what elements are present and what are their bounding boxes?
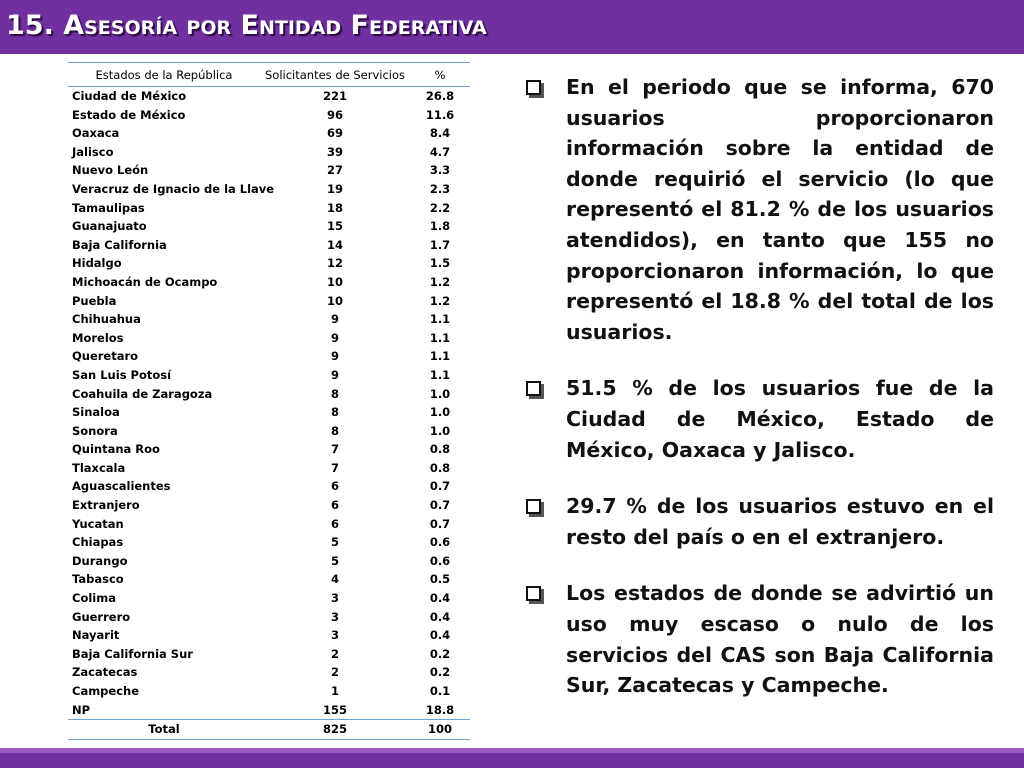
title-bar: [0, 0, 1024, 54]
table-row: [68, 626, 470, 645]
table-row: [68, 570, 470, 589]
cell-state: Morelos: [72, 330, 124, 345]
cell-applicants: 221: [322, 89, 347, 103]
bullet-item: [526, 491, 994, 552]
cell-applicants: 7: [330, 460, 339, 475]
table-row: [68, 273, 470, 292]
cell-percent: 1.1: [429, 349, 451, 364]
cell-percent: 0.6: [429, 535, 451, 550]
cell-state: NP: [72, 702, 91, 717]
cell-applicants: 69: [326, 126, 343, 141]
table-row: [68, 385, 470, 404]
cell-applicants: 9: [330, 349, 339, 364]
table-row: [68, 701, 470, 720]
total-percent: 100: [410, 720, 470, 740]
cell-state: Zacatecas: [72, 665, 138, 680]
cell-state: Yucatan: [72, 516, 124, 531]
header-applicants: Solicitantes de Servicios: [260, 63, 410, 87]
table-row: [68, 180, 470, 199]
cell-applicants: 19: [326, 181, 343, 196]
cell-applicants: 9: [330, 330, 339, 345]
cell-state: Hidalgo: [72, 256, 122, 271]
cell-percent: 0.5: [429, 572, 451, 587]
cell-state: Tabasco: [72, 572, 124, 587]
table-row: [68, 477, 470, 496]
cell-percent: 0.7: [429, 479, 451, 494]
table-row: [68, 161, 470, 180]
cell-state: Aguascalientes: [72, 479, 171, 494]
table-row: [68, 552, 470, 571]
table-row: [68, 422, 470, 441]
cell-percent: 2.3: [429, 181, 451, 196]
cell-applicants: 2: [330, 665, 339, 680]
cell-applicants: 8: [330, 423, 339, 438]
cell-percent: 26.8: [425, 89, 455, 103]
footer-bar-highlight: [0, 748, 1024, 753]
table-row: [68, 124, 470, 143]
cell-percent: 1.2: [429, 274, 451, 289]
table-row: [68, 496, 470, 515]
table-row: [68, 347, 470, 366]
bullet-item: [526, 72, 994, 347]
slide-title: 15. Asesoría por Entidad Federativa: [6, 10, 487, 41]
cell-state: Baja California Sur: [72, 646, 193, 661]
cell-percent: 1.1: [429, 312, 451, 327]
bullet-text: En el periodo que se informa, 670 usuarios proporcionaron información sobre la entidad de donde requirió el servicio (lo que representó el 81.2 % de los usuarios atendidos), en tanto que 155 no proporcionaron información, lo que representó el 18.8 % del total de los usuarios.: [566, 75, 994, 344]
states-table: [68, 62, 470, 740]
cell-state: Jalisco: [72, 144, 114, 159]
cell-state: Michoacán de Ocampo: [72, 274, 218, 289]
cell-percent: 1.7: [429, 237, 451, 252]
cell-percent: 0.7: [429, 498, 451, 513]
cell-percent: 0.4: [429, 628, 451, 643]
table-header-row: [68, 63, 470, 87]
cell-applicants: 2: [330, 646, 339, 661]
cell-percent: 0.2: [429, 665, 451, 680]
cell-percent: 3.3: [429, 163, 451, 178]
cell-state: San Luis Potosí: [72, 367, 172, 382]
cell-state: Ciudad de México: [72, 89, 187, 103]
table-row: [68, 329, 470, 348]
cell-percent: 0.4: [429, 591, 451, 606]
bullet-item: [526, 578, 994, 700]
table-row: [68, 236, 470, 255]
table-row: [68, 663, 470, 682]
cell-percent: 1.0: [429, 405, 451, 420]
cell-percent: 11.6: [425, 107, 455, 122]
cell-state: Chiapas: [72, 535, 124, 550]
cell-state: Nayarit: [72, 628, 120, 643]
cell-state: Veracruz de Ignacio de la Llave: [72, 181, 275, 196]
cell-percent: 0.8: [429, 460, 451, 475]
cell-applicants: 15: [326, 219, 343, 234]
table-row: [68, 366, 470, 385]
table-row: [68, 682, 470, 701]
cell-state: Durango: [72, 553, 128, 568]
cell-applicants: 96: [326, 107, 343, 122]
cell-state: Guanajuato: [72, 219, 147, 234]
cell-applicants: 6: [330, 516, 339, 531]
cell-state: Extranjero: [72, 498, 140, 513]
cell-applicants: 18: [326, 200, 343, 215]
header-states: Estados de la República: [68, 63, 260, 87]
bullet-item: [526, 373, 994, 465]
cell-percent: 1.0: [429, 386, 451, 401]
cell-state: Sinaloa: [72, 405, 120, 420]
table-row: [68, 310, 470, 329]
table-row: [68, 515, 470, 534]
cell-applicants: 7: [330, 442, 339, 457]
cell-applicants: 9: [330, 367, 339, 382]
cell-applicants: 5: [330, 553, 339, 568]
table-row: [68, 459, 470, 478]
cell-state: Oaxaca: [72, 126, 120, 141]
cell-applicants: 4: [330, 572, 339, 587]
cell-applicants: 155: [322, 702, 347, 717]
cell-state: Tlaxcala: [72, 460, 126, 475]
cell-state: Puebla: [72, 293, 117, 308]
bullet-text: Los estados de donde se advirtió un uso muy escaso o nulo de los servicios del CAS son Baja California Sur, Zacatecas y Campeche.: [566, 581, 994, 698]
cell-state: Tamaulipas: [72, 200, 145, 215]
table-total-row: [68, 720, 470, 740]
cell-applicants: 5: [330, 535, 339, 550]
cell-state: Sonora: [72, 423, 118, 438]
cell-state: Campeche: [72, 684, 140, 698]
cell-percent: 0.8: [429, 442, 451, 457]
table-row: [68, 533, 470, 552]
cell-state: Queretaro: [72, 349, 139, 364]
table-row: [68, 143, 470, 162]
cell-state: Colima: [72, 591, 116, 606]
cell-applicants: 14: [326, 237, 343, 252]
checkbox-bullet-icon: [526, 381, 541, 396]
cell-applicants: 8: [330, 405, 339, 420]
table-row: [68, 87, 470, 106]
cell-percent: 1.0: [429, 423, 451, 438]
total-applicants: 825: [260, 720, 410, 740]
cell-applicants: 9: [330, 312, 339, 327]
footer-bar: [0, 748, 1024, 768]
checkbox-bullet-icon: [526, 80, 541, 95]
cell-state: Estado de México: [72, 107, 186, 122]
cell-applicants: 3: [330, 628, 339, 643]
table-body: [68, 87, 470, 720]
cell-applicants: 10: [326, 293, 343, 308]
cell-state: Nuevo León: [72, 163, 149, 178]
table-row: [68, 199, 470, 218]
table-row: [68, 440, 470, 459]
cell-percent: 4.7: [429, 144, 451, 159]
cell-state: Guerrero: [72, 609, 131, 624]
cell-percent: 1.1: [429, 367, 451, 382]
cell-percent: 0.7: [429, 516, 451, 531]
cell-percent: 1.2: [429, 293, 451, 308]
cell-percent: 0.6: [429, 553, 451, 568]
cell-applicants: 3: [330, 591, 339, 606]
table-row: [68, 106, 470, 125]
cell-state: Quintana Roo: [72, 442, 160, 457]
cell-applicants: 6: [330, 498, 339, 513]
header-percent: %: [410, 63, 470, 87]
cell-applicants: 6: [330, 479, 339, 494]
cell-applicants: 10: [326, 274, 343, 289]
cell-percent: 2.2: [429, 200, 451, 215]
checkbox-bullet-icon: [526, 499, 541, 514]
cell-applicants: 8: [330, 386, 339, 401]
cell-applicants: 39: [326, 144, 343, 159]
cell-percent: 0.4: [429, 609, 451, 624]
cell-percent: 18.8: [425, 702, 455, 717]
cell-percent: 1.1: [429, 330, 451, 345]
checkbox-bullet-icon: [526, 586, 541, 601]
cell-percent: 0.1: [429, 684, 451, 698]
cell-applicants: 3: [330, 609, 339, 624]
cell-applicants: 1: [330, 684, 339, 698]
bullet-text: 51.5 % de los usuarios fue de la Ciudad de México, Estado de México, Oaxaca y Jalisco.: [566, 376, 994, 462]
cell-state: Chihuahua: [72, 312, 141, 327]
cell-state: Baja California: [72, 237, 167, 252]
table-row: [68, 292, 470, 311]
table-row: [68, 217, 470, 236]
cell-percent: 8.4: [429, 126, 451, 141]
cell-percent: 0.2: [429, 646, 451, 661]
table-row: [68, 645, 470, 664]
cell-state: Coahuila de Zaragoza: [72, 386, 213, 401]
table-row: [68, 589, 470, 608]
table-row: [68, 608, 470, 627]
states-table-container: [68, 62, 470, 740]
table-row: [68, 254, 470, 273]
cell-percent: 1.5: [429, 256, 451, 271]
cell-applicants: 27: [326, 163, 343, 178]
bullet-text: 29.7 % de los usuarios estuvo en el resto del país o en el extranjero.: [566, 494, 994, 549]
table-row: [68, 403, 470, 422]
bullet-list: [526, 72, 994, 727]
cell-percent: 1.8: [429, 219, 451, 234]
total-label: Total: [68, 720, 260, 740]
cell-applicants: 12: [326, 256, 343, 271]
